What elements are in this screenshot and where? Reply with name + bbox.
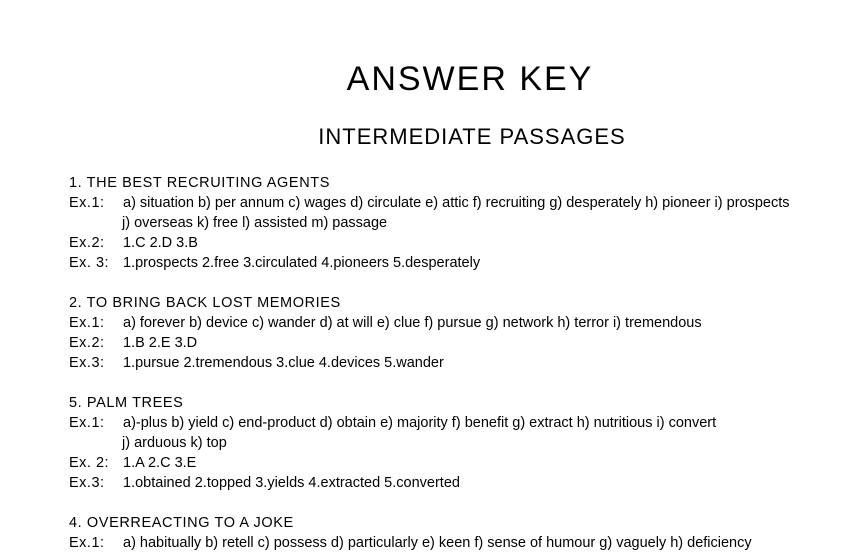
exercise-1-answers — [69, 413, 853, 433]
section-title: 5. PALM TREES — [69, 395, 184, 411]
exercise-2-answers — [69, 453, 853, 473]
exercise-1-answers — [69, 193, 853, 213]
exercise-label: Ex.2: — [69, 235, 105, 251]
exercise-label: Ex.3: — [69, 355, 105, 371]
exercise-3-answers — [69, 473, 853, 493]
section-title: 4. OVERREACTING TO A JOKE — [69, 515, 294, 531]
section-palm-trees — [69, 393, 853, 493]
exercise-answers-text: 1.pursue 2.tremendous 3.clue 4.devices 5.wander — [123, 355, 444, 371]
exercise-label: Ex.2: — [69, 335, 105, 351]
page-title: ANSWER KEY — [346, 60, 594, 98]
exercise-1-answers — [69, 533, 853, 553]
exercise-2-answers — [69, 333, 853, 353]
section-best-recruiting-agents — [69, 173, 853, 273]
exercise-label: Ex.1: — [69, 315, 105, 331]
exercise-answers-text: a)-plus b) yield c) end-product d) obtain e) majority f) benefit g) extract h) nutritious i) convert — [123, 415, 717, 431]
section-lost-memories — [69, 293, 853, 373]
exercise-1-answers — [69, 313, 853, 333]
exercise-answers-text: a) forever b) device c) wander d) at will e) clue f) pursue g) network h) terror i) tremendous — [123, 315, 702, 331]
exercise-label: Ex.1: — [69, 195, 105, 211]
section-title: 1. THE BEST RECRUITING AGENTS — [69, 175, 330, 191]
exercise-label: Ex.3: — [69, 475, 105, 491]
exercise-1-answers-continued: j) arduous k) top — [122, 435, 227, 451]
exercise-label: Ex. 3: — [69, 255, 110, 271]
exercise-answers-text: 1.prospects 2.free 3.circulated 4.pioneers 5.desperately — [123, 255, 481, 271]
exercise-answers-text: a) habitually b) retell c) possess d) particularly e) keen f) sense of humour g) vaguely h) deficiency — [123, 535, 752, 551]
exercise-1-answers-continued: j) overseas k) free l) assisted m) passage — [122, 215, 388, 231]
exercise-answers-text: 1.B 2.E 3.D — [123, 335, 198, 351]
exercise-answers-text: 1.A 2.C 3.E — [123, 455, 197, 471]
exercise-3-answers — [69, 253, 853, 273]
exercise-answers-text: 1.obtained 2.topped 3.yields 4.extracted 5.converted — [123, 475, 460, 491]
section-title: 2. TO BRING BACK LOST MEMORIES — [69, 295, 341, 311]
exercise-answers-text: a) situation b) per annum c) wages d) circulate e) attic f) recruiting g) desperately h) pioneer i) prospects — [123, 195, 790, 211]
page-subtitle: INTERMEDIATE PASSAGES — [318, 124, 626, 149]
exercise-label: Ex.1: — [69, 535, 105, 551]
section-overreacting-to-a-joke — [69, 513, 853, 553]
answer-sections — [69, 173, 853, 556]
exercise-label: Ex. 2: — [69, 455, 110, 471]
exercise-3-answers — [69, 353, 853, 373]
exercise-label: Ex.1: — [69, 415, 105, 431]
exercise-answers-text: 1.C 2.D 3.B — [123, 235, 198, 251]
exercise-2-answers — [69, 233, 853, 253]
